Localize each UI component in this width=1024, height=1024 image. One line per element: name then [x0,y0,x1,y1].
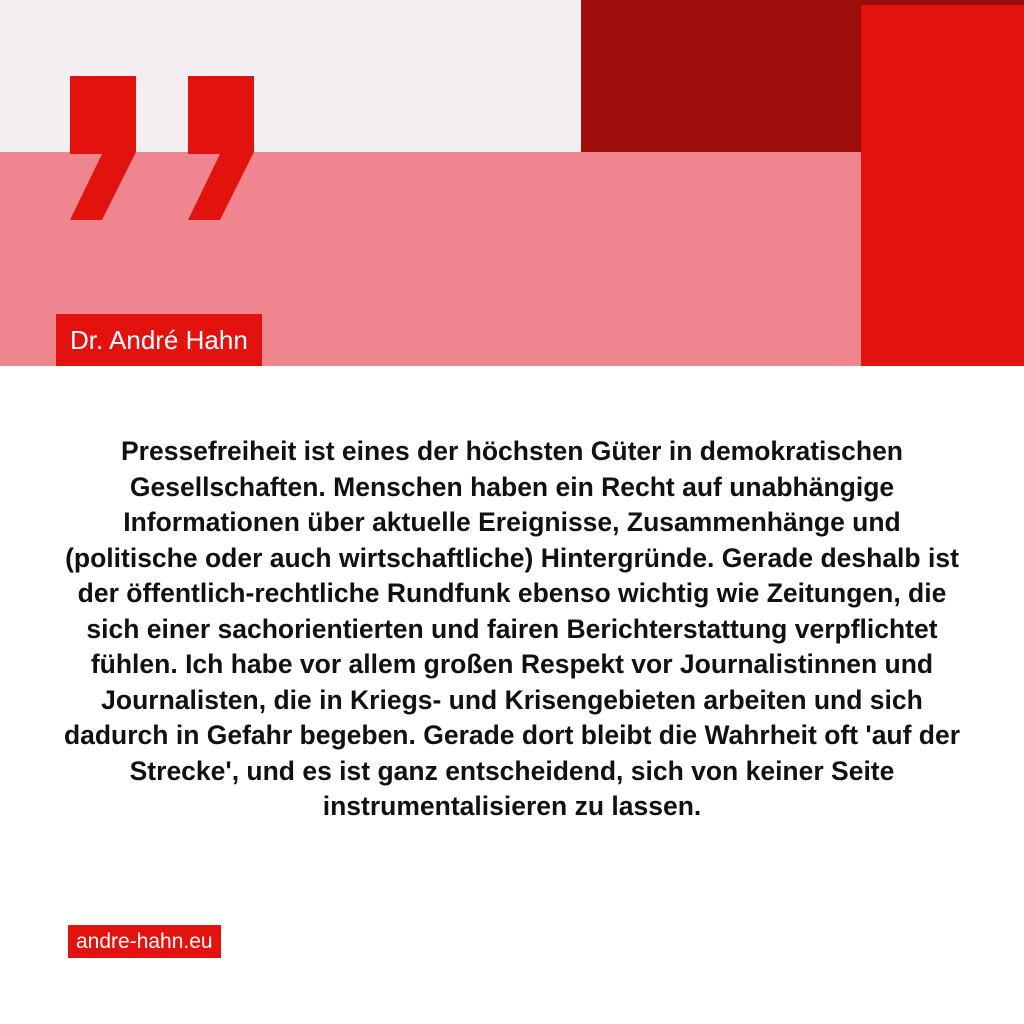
website-link[interactable]: andre-hahn.eu [68,925,221,958]
author-name-tag: Dr. André Hahn [56,314,262,366]
quote-text: Pressefreiheit ist eines der höchsten Güter in demokratischen Gesellschaften. Menschen haben ein Recht auf unabhängige Informationen über aktuelle Ereignisse, Zusammenhänge und (politische oder auch wirtschaftliche) Hintergründe. Gerade deshalb ist der öffentlich-rechtliche Rundfunk ebenso wichtig wie Zeitungen, die sich einer sachorientierten und fairen Berichterstattung verpflichtet fühlen. Ich habe vor allem großen Respekt vor Journalistinnen und Journalisten, die in Kriegs- und Krisengebieten arbeiten und sich dadurch in Gefahr begeben. Gerade dort bleibt die Wahrheit oft 'auf der Strecke', und es ist ganz entscheidend, sich von keiner Seite instrumentalisieren zu lassen. [63,436,961,821]
header-red-block [861,5,1024,366]
closing-quotation-mark-icon [68,74,258,224]
